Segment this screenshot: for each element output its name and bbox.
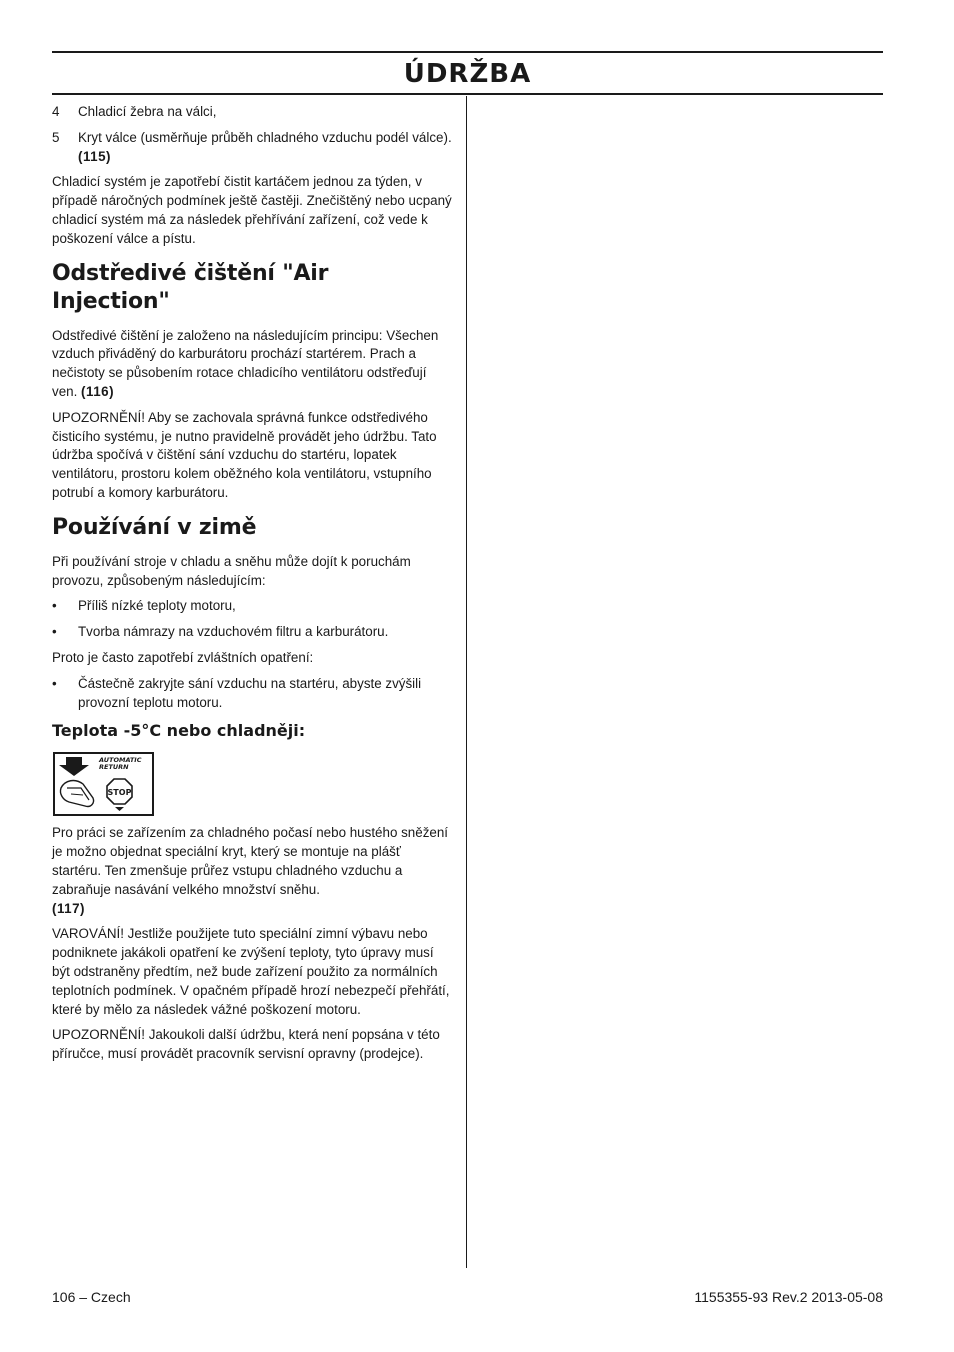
section-heading-air-injection: Odstředivé čištění "Air Injection" [52,260,329,314]
choke-lever-icon [60,781,93,807]
page-title: ÚDRŽBA [403,59,532,89]
down-arrow-icon [59,757,89,776]
paragraph-air-principle [52,327,452,402]
figure-choke-stop [53,752,154,816]
paragraph-text: Pro práci se zařízením za chladného počasí nebo hustého sněžení je možno objednat speciální kryt, který se montuje na plášť startéru. Ten zmenšuje průřez vstupu chladného vzduchu a zabraňuje nasávání velkého množství sněhu. [52,825,449,897]
bullet-text: Příliš nízké teploty motoru, [78,598,236,614]
paragraph-winter-kit [52,824,452,918]
bullet-icon: • [52,675,57,691]
figure-reference: (116) [81,383,115,399]
list-number: 4 [52,104,60,119]
list-text: Kryt válce (usměrňuje průběh chladného vzduchu podél válce). [78,129,452,145]
subheading-temperature: Teplota -5°C nebo chladněji: [52,721,306,741]
footer-document-id: 1155355-93 Rev.2 2013-05-08 [694,1289,883,1305]
footer-page-number: 106 – Czech [52,1289,131,1305]
figure-reference: (115) [78,148,112,164]
figure-text-return: RETURN [99,763,129,772]
bullet-item [52,675,452,713]
column-divider [466,96,467,1268]
header-rule-top [52,51,883,53]
bullet-item [52,623,452,642]
section-heading-winter: Používání v zimě [52,514,257,540]
paragraph-cooling: Chladicí systém je zapotřebí čistit kartáčem jednou za týden, v případě náročných podmínek ještě častěji. Znečištěný nebo ucpaný chladicí systém má za následek přehřívání zařízení, což vede k poškození válce a pístu. [52,174,452,246]
left-column [52,103,452,1071]
list-text: Chladicí žebra na válci, [78,104,217,119]
paragraph-service-note: UPOZORNĚNÍ! Jakoukoli další údržbu, která není popsána v této příručce, musí provádět pracovník servisní opravny (prodejce). [52,1027,440,1062]
paragraph-air-note: UPOZORNĚNÍ! Aby se zachovala správná funkce odstředivého čisticího systému, je nutno pravidelně provádět jeho údržbu. Tato údržba spočívá v čištění sání vzduchu do startéru, lopatek ventilátoru, prostoru kolem oběžného kola ventilátoru, vstupního potrubí a komory karburátoru. [52,409,437,500]
paragraph-warning: VAROVÁNÍ! Jestliže použijete tuto speciální zimní výbavu nebo podniknete jakákoli opatření ke zvýšení teploty, tyto úpravy musí být odstraněny předtím, než bude zařízení použito za normálních teplotních podmínek. V opačném případě hrozí nebezpečí přehřátí, které by mělo za následek vážné poškození motoru. [52,926,450,1017]
figure-reference: (117) [52,900,86,916]
figure-illustration [55,754,152,814]
bullet-text: Částečně zakryjte sání vzduchu na startéru, abyste zvýšili provozní teplotu motoru. [78,675,422,710]
figure-text-automatic: AUTOMATIC [99,756,142,765]
paragraph-text: Odstředivé čištění je založeno na následujícím principu: Všechen vzduch přiváděný do karburátoru prochází startérem. Prach a nečistoty se působením rotace chladicího ventilátoru odstřeďují ven. [52,327,439,399]
paragraph-winter-intro: Při používání stroje v chladu a sněhu může dojít k poruchám provozu, způsobeným následujícím: [52,553,411,588]
bullet-item [52,597,452,616]
stop-label: STOP [107,788,132,798]
header-rule-bottom [52,93,883,95]
bullet-icon: • [52,624,57,640]
stop-sign-icon [107,779,132,811]
list-item [52,103,452,122]
list-item [52,129,452,167]
list-number: 5 [52,129,60,145]
bullet-icon: • [52,598,57,614]
bullet-text: Tvorba námrazy na vzduchovém filtru a karburátoru. [78,624,389,640]
paragraph-measures: Proto je často zapotřebí zvláštních opatření: [52,649,314,665]
